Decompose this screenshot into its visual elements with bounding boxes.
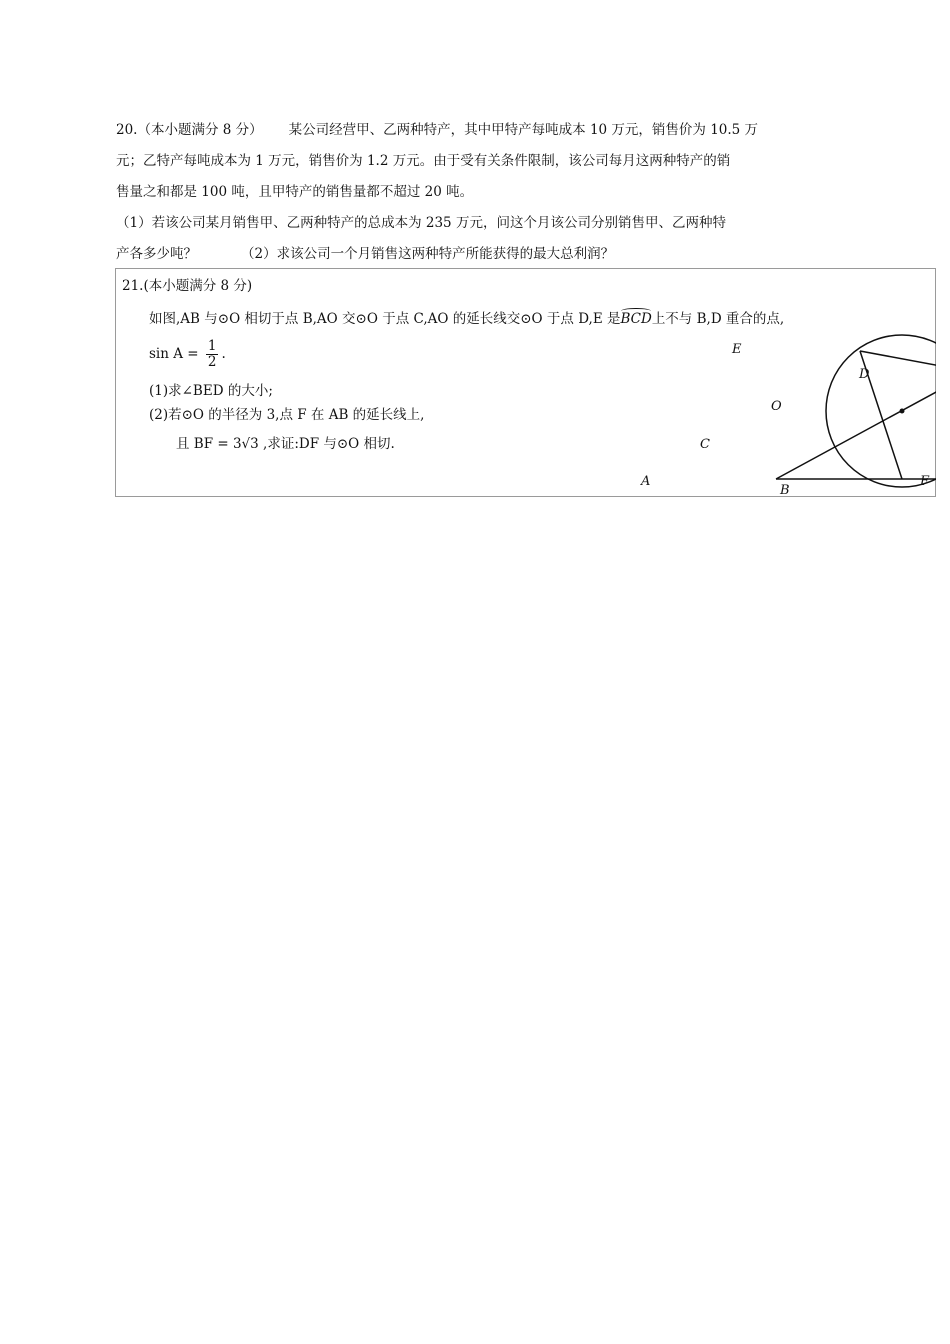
question-20	[116, 115, 836, 270]
q21-header: 21.(本小题满分 8 分)	[122, 278, 253, 294]
center-point-o	[900, 409, 905, 414]
circle-o	[826, 335, 936, 487]
q21-intro-text-end: 上不与 B,D 重合的点,	[651, 311, 785, 327]
q21-part-1: (1)求∠BED 的大小;	[149, 383, 273, 399]
label-d: D	[859, 367, 870, 382]
label-a: A	[641, 474, 651, 489]
label-f: F	[920, 474, 930, 489]
label-e: E	[732, 342, 742, 357]
q20-part-2: （2）求该公司一个月销售这两种特产所能获得的最大总利润？	[241, 246, 615, 262]
fraction-numerator: 1	[207, 338, 217, 354]
q20-line-3: 售量之和都是 100 吨，且甲特产的销售量都不超过 20 吨。	[116, 184, 474, 200]
q20-header: 20.（本小题满分 8 分）	[116, 122, 263, 138]
label-o: O	[771, 399, 782, 414]
q20-part-1-end: 产各多少吨？	[116, 246, 197, 262]
line-eb	[860, 351, 902, 479]
fraction-denominator: 2	[207, 354, 217, 370]
q20-line-5	[116, 239, 836, 270]
sin-period: .	[221, 346, 226, 362]
fraction-one-half	[206, 339, 219, 370]
q20-line-4: （1）若该公司某月销售甲、乙两种特产的总成本为 235 万元，问这个月该公司分别销售甲、乙两种特	[116, 215, 726, 231]
arc-bcd: BCD	[620, 311, 652, 327]
sin-label: sin A =	[149, 346, 199, 362]
question-21-box	[115, 268, 936, 497]
geometry-figure	[636, 334, 936, 494]
q20-text-1: 某公司经营甲、乙两种特产，其中甲特产每吨成本 10 万元，销售价为 10.5 万	[288, 122, 759, 138]
label-b: B	[780, 483, 790, 498]
q21-sin-line	[149, 339, 226, 370]
q21-part-2: (2)若⊙O 的半径为 3,点 F 在 AB 的延长线上,	[149, 407, 425, 423]
q21-part-2-cont: 且 BF = 3√3 ,求证:DF 与⊙O 相切.	[176, 436, 395, 452]
line-ad	[776, 372, 936, 479]
q20-line-1	[116, 115, 836, 146]
q21-intro	[149, 307, 784, 327]
q20-line-2: 元；乙特产每吨成本为 1 万元，销售价为 1.2 万元。由于受有关条件限制，该公司每月这两种特产的销	[116, 153, 731, 169]
line-ed	[860, 351, 936, 372]
q21-intro-text: 如图,AB 与⊙O 相切于点 B,AO 交⊙O 于点 C,AO 的延长线交⊙O 于点 D,E 是	[149, 311, 621, 327]
label-c: C	[700, 437, 710, 452]
